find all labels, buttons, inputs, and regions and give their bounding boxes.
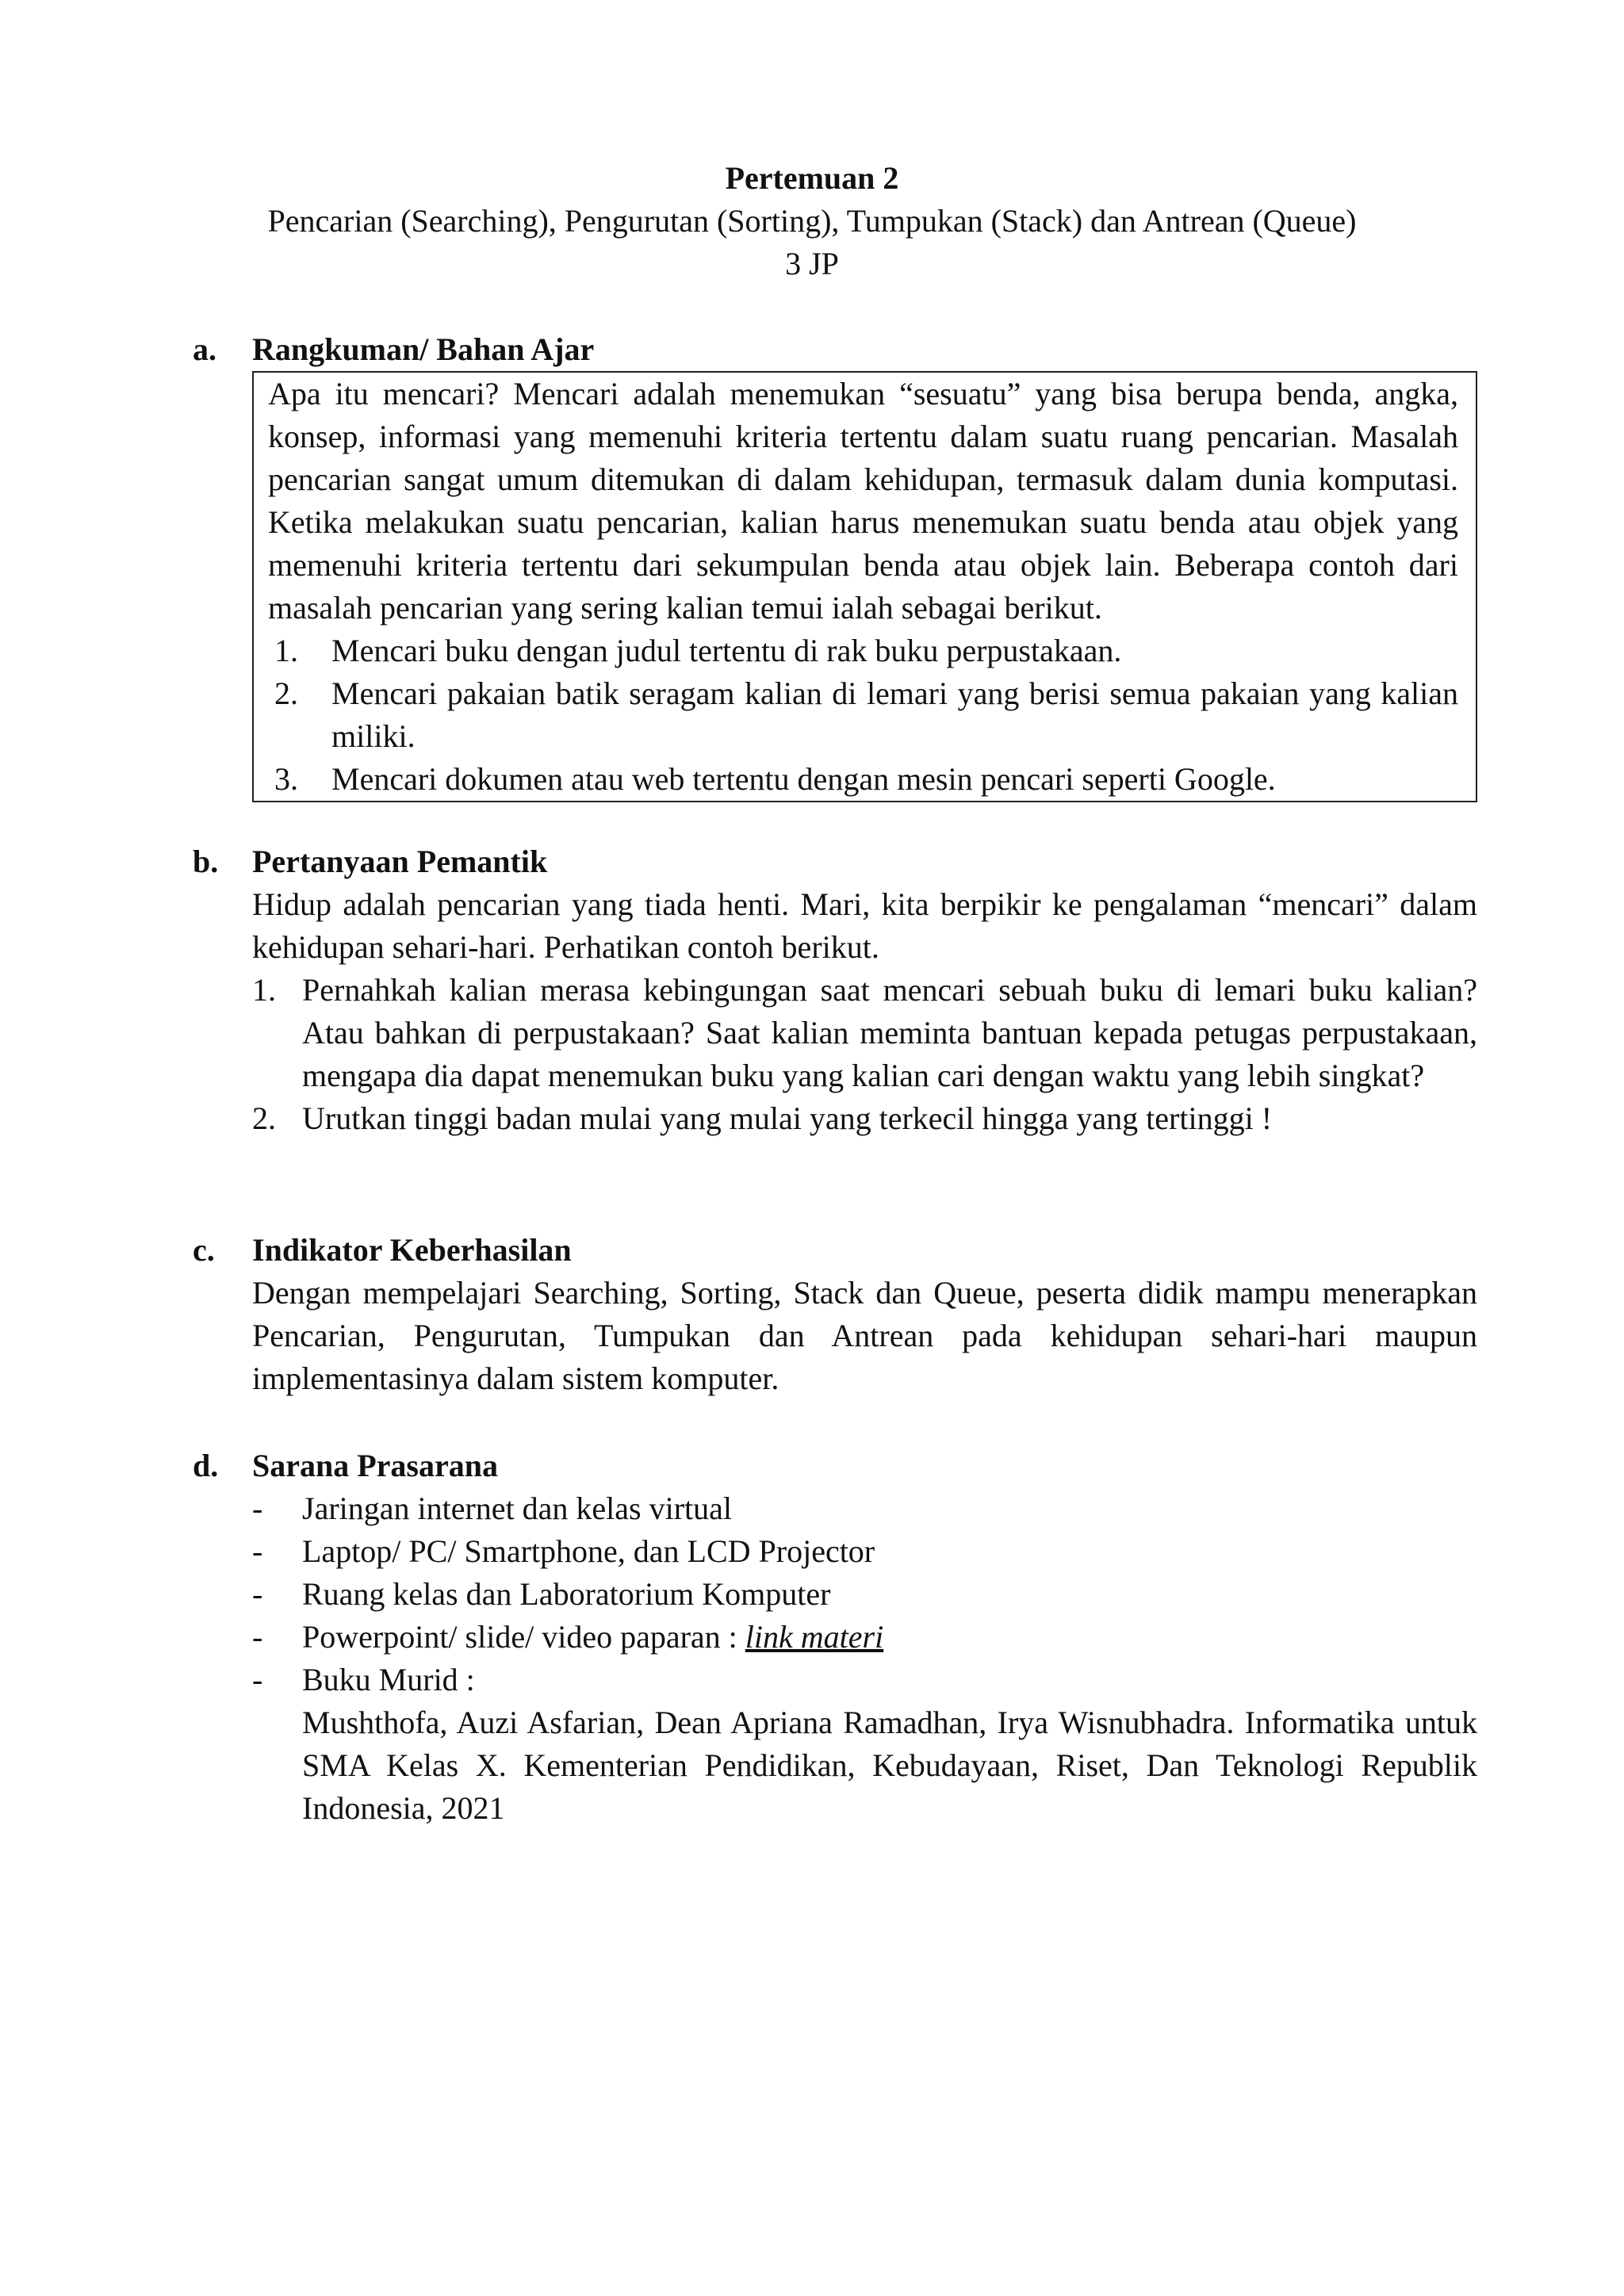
section-heading xyxy=(193,328,1477,371)
section-title: Sarana Prasarana xyxy=(252,1448,498,1483)
list-item xyxy=(252,1530,1477,1573)
section-title: Pertanyaan Pemantik xyxy=(252,844,548,879)
list-marker: 2. xyxy=(274,675,298,711)
list-item-text: Urutkan tinggi badan mulai yang mulai yang terkecil hingga yang tertinggi ! xyxy=(302,1100,1273,1136)
list-item xyxy=(252,1616,1477,1659)
list-item-text: Laptop/ PC/ Smartphone, dan LCD Projector xyxy=(302,1533,875,1569)
list-item-text: Jaringan internet dan kelas virtual xyxy=(302,1490,733,1526)
list-marker: 3. xyxy=(274,761,298,797)
list-item xyxy=(268,672,1458,758)
dash-marker: - xyxy=(252,1490,263,1526)
meeting-subtitle: Pencarian (Searching), Pengurutan (Sorting), Tumpukan (Stack) dan Antrean (Queue) xyxy=(267,203,1357,239)
list-item xyxy=(252,1573,1477,1616)
section-summary xyxy=(193,328,1477,802)
dash-marker: - xyxy=(252,1533,263,1569)
summary-paragraph: Apa itu mencari? Mencari adalah menemukan “sesuatu” yang bisa berupa benda, angka, konsep, informasi yang memenuhi kriteria tertentu dalam suatu ruang pencarian. Masalah pencarian sangat umum ditemukan di dalam kehidupan, termasuk dalam dunia komputasi. Ketika melakukan suatu pencarian, kalian harus menemukan suatu benda atau objek yang memenuhi kriteria tertentu dari sekumpulan benda atau objek lain. Beberapa contoh dari masalah pencarian yang sering kalian temui ialah sebagai berikut. xyxy=(268,376,1458,626)
section-trigger-questions xyxy=(193,840,1477,1140)
list-marker: 2. xyxy=(252,1100,276,1136)
dash-marker: - xyxy=(252,1662,263,1697)
list-item xyxy=(252,1659,1477,1701)
material-link[interactable]: link materi xyxy=(745,1619,884,1655)
summary-box xyxy=(252,371,1477,802)
list-item-text: Mencari dokumen atau web tertentu dengan mesin pencari seperti Google. xyxy=(331,761,1276,797)
intro-paragraph: Hidup adalah pencarian yang tiada henti. Mari, kita berpikir ke pengalaman “mencari” dalam kehidupan sehari-hari. Perhatikan contoh berikut. xyxy=(252,886,1477,965)
meeting-duration: 3 JP xyxy=(785,246,839,281)
section-heading xyxy=(193,840,1477,883)
book-label: Buku Murid : xyxy=(302,1662,475,1697)
section-body xyxy=(252,1487,1477,1830)
section-letter: c. xyxy=(193,1232,215,1268)
indicator-paragraph: Dengan mempelajari Searching, Sorting, Stack dan Queue, peserta didik mampu menerapkan Pencarian, Pengurutan, Tumpukan dan Antrean pada kehidupan sehari-hari maupun implementasinya dalam sistem komputer. xyxy=(252,1275,1477,1396)
list-item xyxy=(268,758,1458,801)
list-item-text: Mencari pakaian batik seragam kalian di lemari yang berisi semua pakaian yang kalian miliki. xyxy=(331,675,1458,754)
list-item xyxy=(252,1487,1477,1530)
section-letter: b. xyxy=(193,844,219,879)
list-item-text: Mencari buku dengan judul tertentu di rak buku perpustakaan. xyxy=(331,633,1122,668)
section-title: Rangkuman/ Bahan Ajar xyxy=(252,331,595,367)
section-success-indicator xyxy=(193,1229,1477,1400)
list-item xyxy=(268,629,1458,672)
section-title: Indikator Keberhasilan xyxy=(252,1232,572,1268)
dash-marker: - xyxy=(252,1576,263,1612)
list-marker: 1. xyxy=(274,633,298,668)
page-header xyxy=(0,157,1624,285)
list-item xyxy=(252,1097,1477,1140)
list-item xyxy=(252,969,1477,1097)
section-heading xyxy=(193,1445,1477,1487)
list-item-text: Pernahkah kalian merasa kebingungan saat mencari sebuah buku di lemari buku kalian? Atau bahkan di perpustakaan? Saat kalian meminta bantuan kepada petugas perpustakaan, mengapa dia dapat menemukan buku yang kalian cari dengan waktu yang lebih singkat? xyxy=(302,972,1477,1093)
section-heading xyxy=(193,1229,1477,1272)
section-body xyxy=(252,883,1477,1140)
meeting-title: Pertemuan 2 xyxy=(725,160,899,196)
section-letter: d. xyxy=(193,1448,219,1483)
dash-marker: - xyxy=(252,1619,263,1655)
powerpoint-label: Powerpoint/ slide/ video paparan : xyxy=(302,1619,745,1655)
list-item-text: Ruang kelas dan Laboratorium Komputer xyxy=(302,1576,831,1612)
section-letter: a. xyxy=(193,331,216,367)
list-marker: 1. xyxy=(252,972,276,1008)
section-facilities xyxy=(193,1445,1477,1830)
book-reference: Mushthofa, Auzi Asfarian, Dean Apriana Ramadhan, Irya Wisnubhadra. Informatika untuk SMA Kelas X. Kementerian Pendidikan, Kebudayaan, Riset, Dan Teknologi Republik Indonesia, 2021 xyxy=(302,1705,1477,1826)
